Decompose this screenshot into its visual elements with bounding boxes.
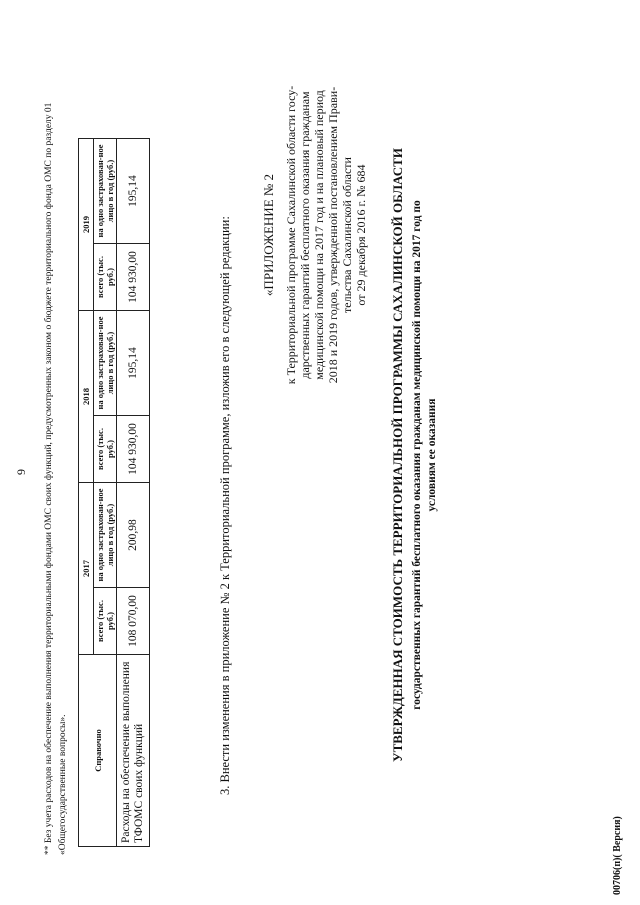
footnote: ** Без учета расходов на обеспечение выполнения территориальными фондами ОМС своих функций, предусмотренных законом о бюджете территориального фонда ОМС по разделу 01 «Общегосударственные вопросы». <box>44 102 68 855</box>
page-number: 9 <box>14 469 28 475</box>
cell-value: 108 070,00 <box>117 588 150 655</box>
appendix-title: «ПРИЛОЖЕНИЕ № 2 <box>261 173 276 297</box>
col-total: всего (тыс. руб.) <box>94 588 117 655</box>
year-header-2017: 2017 <box>79 483 94 655</box>
section-heading: УТВЕРЖДЕННАЯ СТОИМОСТЬ ТЕРРИТОРИАЛЬНОЙ ПРОГРАММЫ САХАЛИНСКОЙ ОБЛАСТИ <box>390 148 405 762</box>
col-per-person: на одно застрахован-ное лицо в год (руб.) <box>94 311 117 416</box>
cell-value: 200,98 <box>117 483 150 588</box>
col-per-person: на одно застрахован-ное лицо в год (руб.) <box>94 483 117 588</box>
table-row <box>117 139 150 847</box>
table-header-label: Справочно <box>79 655 117 847</box>
year-header-2018: 2018 <box>79 311 94 483</box>
col-total: всего (тыс. руб.) <box>94 244 117 311</box>
col-per-person: на одно застрахован-ное лицо в год (руб.) <box>94 139 117 244</box>
cell-value: 104 930,00 <box>117 416 150 483</box>
cell-value: 195,14 <box>117 139 150 244</box>
document-stamp: 00706(п)( Версия) <box>612 816 623 895</box>
reference-table <box>78 138 150 847</box>
cell-value: 104 930,00 <box>117 244 150 311</box>
appendix-block <box>262 85 368 385</box>
col-total: всего (тыс. руб.) <box>94 416 117 483</box>
section-subheading: государственных гарантий бесплатного оказания гражданам медицинской помощи на 2017 год по условиям ее оказания <box>411 200 438 710</box>
appendix-body: к Территориальной программе Сахалинской области госу-дарственных гарантий бесплатного оказания гражданам медицинской помощи на 2017 год и на плановый период 2018 и 2019 годов, утвержденной постановлением Прави-тельства Сахалинской области <box>284 85 354 385</box>
appendix-date: от 29 декабря 2016 г. № 684 <box>354 164 368 306</box>
cell-value: 195,14 <box>117 311 150 416</box>
year-header-2019: 2019 <box>79 139 94 311</box>
instruction-paragraph: 3. Внести изменения в приложение № 2 к Территориальной программе, изложив его в следующей редакции: <box>218 216 232 795</box>
row-label: Расходы на обеспечение выполнения ТФОМС своих функций <box>117 655 150 847</box>
